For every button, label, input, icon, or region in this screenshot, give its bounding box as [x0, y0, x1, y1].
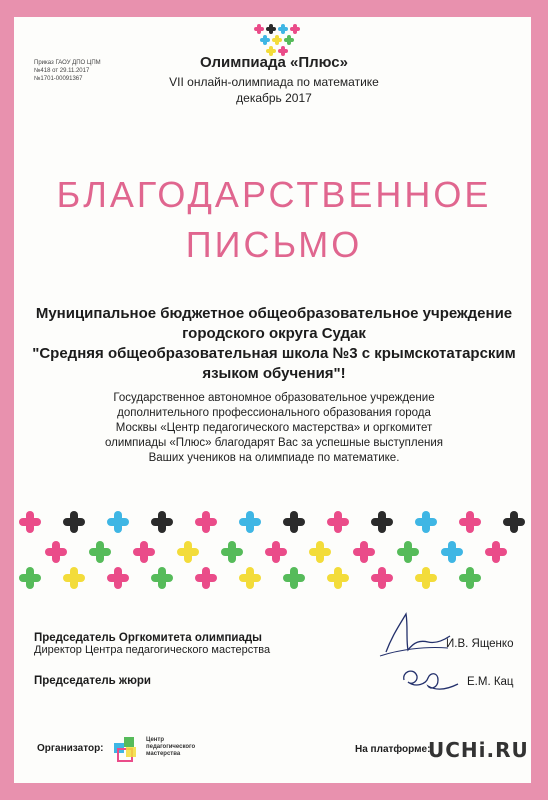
headline-line: ПИСЬМО — [185, 224, 363, 265]
thank-you-message — [40, 391, 508, 466]
olympiad-title: Олимпиада «Плюс» — [200, 54, 348, 71]
cross-icon — [397, 541, 419, 563]
cube-logo-icon — [112, 733, 140, 763]
cross-icon — [177, 541, 199, 563]
olympiad-subtitle — [0, 74, 548, 106]
recipient-name — [20, 304, 528, 384]
recipient-line: Муниципальное бюджетное общеобразовательное учреждение — [35, 305, 513, 322]
recipient-line: языком обучения"! — [202, 365, 346, 382]
message-line: Москвы «Центр педагогического мастерства» и оргкомитет — [115, 422, 433, 434]
message-line: Ваших учеников на олимпиаде по математике. — [148, 452, 400, 464]
chair-name: И.В. Ященко — [446, 638, 514, 650]
cross-icon — [265, 541, 287, 563]
cross-icon — [89, 541, 111, 563]
cross-icon — [503, 511, 525, 533]
chair-subtitle: Директор Центра педагогического мастерства — [34, 644, 271, 656]
chair-title: Председатель Оргкомитета олимпиады — [34, 632, 262, 644]
cross-icon — [415, 511, 437, 533]
cross-icon — [485, 541, 507, 563]
cross-icon — [195, 511, 217, 533]
cross-icon — [221, 541, 243, 563]
olympiad-subtitle-line: VII онлайн-олимпиада по математике — [169, 75, 379, 89]
cross-icon — [254, 24, 264, 34]
cross-icon — [195, 567, 217, 589]
cross-icon — [371, 511, 393, 533]
cross-icon — [327, 567, 349, 589]
jury-signature-icon — [398, 662, 462, 696]
cross-icon — [309, 541, 331, 563]
organizer-name-line: мастерства — [146, 751, 181, 757]
cross-icon — [63, 567, 85, 589]
platform-label: На платформе: — [355, 744, 431, 755]
cross-icon — [107, 567, 129, 589]
headline — [0, 170, 548, 270]
cross-icon — [283, 511, 305, 533]
cross-icon — [151, 511, 173, 533]
cross-icon — [415, 567, 437, 589]
cross-icon — [19, 567, 41, 589]
olympiad-date: декабрь 2017 — [236, 91, 312, 105]
cross-icon — [441, 541, 463, 563]
organizer-name-line: Центр — [146, 737, 165, 743]
order-line: №418 от 29.11.2017 — [34, 68, 90, 74]
platform-logo: UCHi.RU — [428, 738, 529, 762]
chair-signature-block — [34, 632, 270, 656]
jury-signature-block — [34, 675, 151, 687]
cross-icon — [133, 541, 155, 563]
cross-icon — [278, 24, 288, 34]
cross-icon — [284, 35, 294, 45]
organizer-name — [146, 737, 195, 758]
message-line: Государственное автономное образовательное учреждение — [113, 392, 435, 404]
chair-signature-icon — [378, 606, 454, 662]
cross-icon — [290, 24, 300, 34]
recipient-line: городского округа Судак — [182, 325, 366, 342]
cross-icon — [260, 35, 270, 45]
cross-icon — [459, 567, 481, 589]
cross-icon — [239, 511, 261, 533]
cross-icon — [353, 541, 375, 563]
message-line: олимпиады «Плюс» благодарят Вас за успешные выступления — [105, 437, 443, 449]
cross-icon — [63, 511, 85, 533]
cross-icon — [459, 511, 481, 533]
recipient-line: "Средняя общеобразовательная школа №3 с крымскотатарским — [32, 345, 516, 362]
jury-name: Е.М. Кац — [467, 676, 514, 688]
order-line: Приказ ГАОУ ДПО ЦПМ — [34, 60, 101, 66]
cross-icon — [19, 511, 41, 533]
cross-icon — [151, 567, 173, 589]
cross-icon — [266, 24, 276, 34]
order-line: №1701-00091367 — [34, 76, 83, 82]
decorative-cross-pattern — [0, 500, 548, 590]
cross-icon — [239, 567, 261, 589]
plus-crosses-logo — [254, 24, 302, 56]
headline-line: БЛАГОДАРСТВЕННОЕ — [56, 174, 492, 215]
organizer-label: Организатор: — [37, 743, 104, 754]
cross-icon — [107, 511, 129, 533]
jury-title: Председатель жюри — [34, 675, 151, 687]
cross-icon — [45, 541, 67, 563]
message-line: дополнительного профессионального образования города — [117, 407, 431, 419]
cross-icon — [327, 511, 349, 533]
cross-icon — [283, 567, 305, 589]
cross-icon — [371, 567, 393, 589]
organizer-name-line: педагогического — [146, 744, 196, 750]
cross-icon — [272, 35, 282, 45]
